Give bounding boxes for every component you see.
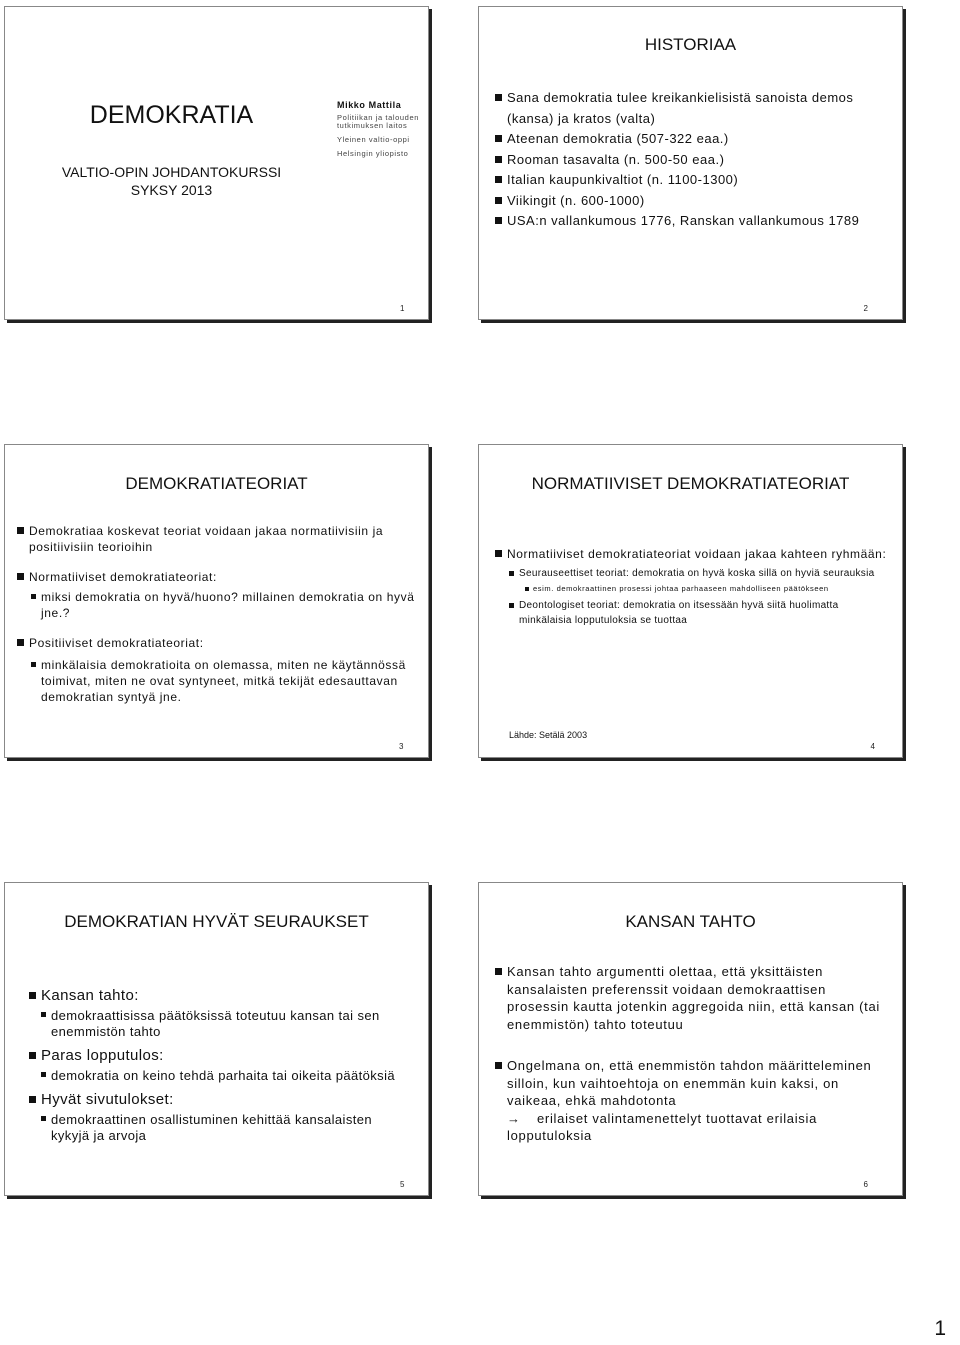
- course-name: VALTIO-OPIN JOHDANTOKURSSI: [61, 164, 282, 180]
- slide-2-title: HISTORIAA: [644, 35, 737, 54]
- list-item: Normatiiviset demokratiateoriat voidaan jakaa kahteen ryhmään:: [493, 546, 888, 562]
- slide-1-main: [5, 7, 338, 319]
- list-subitem: miksi demokratia on hyvä/huono? millainen demokratia on hyvä jne.?: [29, 589, 418, 621]
- history-list: [493, 88, 890, 232]
- list-item: Ateenan demokratia (507-322 eaa.): [493, 129, 890, 150]
- list-item: Kansan tahto argumentti olettaa, että yksittäisten kansalaisten preferenssit voidaan demokraattisen prosessin kautta jotenkin aggregoida niin, että kansan (tai enemmistön) tahto toteutuu: [493, 963, 890, 1033]
- slide-6: [478, 882, 903, 1196]
- list-item: Hyvät sivutulokset:: [27, 1090, 412, 1110]
- list-subitem: minkälaisia demokratioita on olemassa, miten ne käytännössä toimivat, miten ne ovat syntyneet, mitkä tekijät edesauttavan demokratian syntyä jne.: [29, 657, 418, 705]
- slide-number: 6: [863, 1180, 868, 1189]
- author-name: Mikko Mattila: [337, 100, 402, 110]
- slide-5: [4, 882, 429, 1196]
- affiliation-department: Politiikan ja talouden tutkimuksen laitos: [337, 113, 419, 130]
- author-block: [337, 101, 427, 164]
- list-subsubitem: esim. demokraattinen prosessi johtaa parhaaseen mahdolliseen päätökseen: [523, 584, 888, 594]
- slide-5-body: [27, 980, 412, 1144]
- arrow-right-icon: →: [507, 1110, 521, 1126]
- list-item: Italian kaupunkivaltiot (n. 1100-1300): [493, 170, 890, 191]
- slide-3-title: DEMOKRATIATEORIAT: [125, 474, 308, 493]
- list-subitem: demokratia on keino tehdä parhaita tai oikeita päätöksiä: [39, 1068, 412, 1084]
- affiliation-university: Helsingin yliopisto: [337, 149, 409, 158]
- slide-4-title: NORMATIIVISET DEMOKRATIATEORIAT: [531, 474, 850, 493]
- slide-number: 1: [400, 304, 405, 313]
- affiliation-subject: Yleinen valtio-oppi: [337, 135, 410, 144]
- slide-1: [4, 6, 429, 320]
- slide-number: 2: [863, 304, 868, 313]
- slide-3: [4, 444, 429, 758]
- slide-4: [478, 444, 903, 758]
- source-note: Lähde: Setälä 2003: [509, 730, 588, 740]
- list-item: Kansan tahto:: [27, 986, 412, 1006]
- list-item: Rooman tasavalta (n. 500-50 eaa.): [493, 150, 890, 171]
- list-subitem: demokraattisissa päätöksissä toteutuu kansan tai sen enemmistön tahto: [39, 1008, 412, 1040]
- list-item: Normatiiviset demokratiateoriat:: [15, 569, 418, 585]
- list-continuation-text: erilaiset valintamenettelyt tuottavat erilaisia lopputuloksia: [507, 1110, 818, 1143]
- slide-1-title: DEMOKRATIA: [89, 101, 254, 129]
- slide-6-title: KANSAN TAHTO: [625, 912, 756, 931]
- slide-4-body: [493, 546, 888, 628]
- list-subitem: Seurauseettiset teoriat: demokratia on hyvä koska sillä on hyviä seurauksia: [507, 566, 888, 581]
- list-item: Sana demokratia tulee kreikankielisistä sanoista demos (kansa) ja kratos (valta): [493, 88, 890, 129]
- page-number: 1: [934, 1317, 946, 1340]
- list-subitem: demokraattinen osallistuminen kehittää kansalaisten kykyjä ja arvoja: [39, 1112, 412, 1144]
- slide-number: 5: [400, 1180, 405, 1189]
- slide-6-body: [493, 963, 890, 1145]
- slide-5-title: DEMOKRATIAN HYVÄT SEURAUKSET: [64, 912, 369, 931]
- course-term: SYKSY 2013: [130, 182, 213, 198]
- list-item: Viikingit (n. 600-1000): [493, 191, 890, 212]
- list-item: Demokratiaa koskevat teoriat voidaan jakaa normatiivisiin ja positiivisiin teorioihin: [15, 523, 418, 555]
- list-item: USA:n vallankumous 1776, Ranskan vallankumous 1789: [493, 211, 890, 232]
- slide-2: [478, 6, 903, 320]
- list-item: Ongelmana on, että enemmistön tahdon määritteleminen silloin, kun vaihtoehtoja on enemmän kuin kaksi, on vaikeaa, ehkä mahdotonta: [493, 1057, 890, 1110]
- list-subitem: Deontologiset teoriat: demokratia on itsessään hyvä siitä huolimatta minkälaisia lopputuloksia se tuottaa: [507, 598, 888, 628]
- list-continuation: [493, 1110, 890, 1145]
- slide-number: 4: [870, 742, 875, 751]
- list-item: Paras lopputulos:: [27, 1046, 412, 1066]
- slide-3-body: [15, 523, 418, 705]
- slide-number: 3: [399, 742, 404, 751]
- slide-1-subtitle: [5, 163, 338, 199]
- list-item: Positiiviset demokratiateoriat:: [15, 635, 418, 651]
